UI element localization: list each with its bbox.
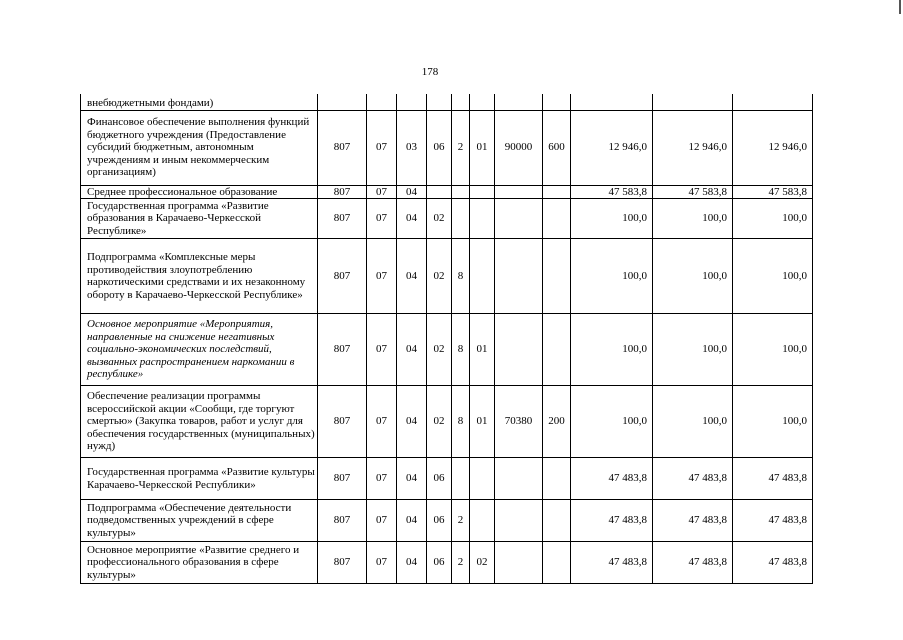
amount-year-3-cell: 47 483,8: [733, 500, 813, 542]
admin-code-cell: 807: [318, 500, 367, 542]
amount-year-1-cell: 47 483,8: [571, 542, 653, 584]
section-code-cell: 07: [367, 386, 397, 458]
section-code-cell: 07: [367, 239, 397, 314]
subprogram-code-cell: 2: [452, 542, 470, 584]
admin-code-cell: 807: [318, 386, 367, 458]
section-code-cell: 07: [367, 458, 397, 500]
measure-code-cell: [470, 94, 495, 110]
row-name-cell: внебюджетными фондами): [81, 94, 318, 110]
row-name-cell: Среднее профессиональное образование: [81, 185, 318, 199]
row-name-cell: Основное мероприятие «Мероприятия, направленные на снижение негативных социально-экономических последствий, вызванных распространением наркомании в республике»: [81, 314, 318, 386]
amount-year-1-cell: [571, 94, 653, 110]
amount-year-2-cell: 100,0: [653, 199, 733, 239]
budget-table-body: [81, 94, 813, 584]
subsection-code-cell: 04: [397, 458, 427, 500]
subsection-code-cell: 04: [397, 542, 427, 584]
amount-year-1-cell: 47 483,8: [571, 500, 653, 542]
subprogram-code-cell: 8: [452, 314, 470, 386]
subsection-code-cell: 04: [397, 199, 427, 239]
admin-code-cell: [318, 94, 367, 110]
measure-code-cell: [470, 500, 495, 542]
expense-type-code-cell: [543, 542, 571, 584]
section-code-cell: 07: [367, 500, 397, 542]
subsection-code-cell: 04: [397, 314, 427, 386]
amount-year-2-cell: [653, 94, 733, 110]
subsection-code-cell: 04: [397, 185, 427, 199]
admin-code-cell: 807: [318, 185, 367, 199]
program-code-cell: 06: [427, 110, 452, 185]
section-code-cell: [367, 94, 397, 110]
amount-year-3-cell: 47 483,8: [733, 542, 813, 584]
section-code-cell: 07: [367, 185, 397, 199]
expense-type-code-cell: [543, 199, 571, 239]
amount-year-1-cell: 47 583,8: [571, 185, 653, 199]
row-name-cell: Основное мероприятие «Развитие среднего и профессионального образования в сфере культуры»: [81, 542, 318, 584]
table-row: [81, 314, 813, 386]
expense-type-code-cell: [543, 500, 571, 542]
subprogram-code-cell: 2: [452, 110, 470, 185]
program-code-cell: 02: [427, 199, 452, 239]
direction-code-cell: [495, 314, 543, 386]
expense-type-code-cell: [543, 314, 571, 386]
expense-type-code-cell: [543, 239, 571, 314]
subprogram-code-cell: [452, 458, 470, 500]
direction-code-cell: [495, 542, 543, 584]
subsection-code-cell: 04: [397, 500, 427, 542]
amount-year-1-cell: 100,0: [571, 386, 653, 458]
measure-code-cell: [470, 199, 495, 239]
row-name-cell: Подпрограмма «Обеспечение деятельности подведомственных учреждений в сфере культуры»: [81, 500, 318, 542]
admin-code-cell: 807: [318, 110, 367, 185]
section-code-cell: 07: [367, 314, 397, 386]
section-code-cell: 07: [367, 110, 397, 185]
program-code-cell: 02: [427, 314, 452, 386]
program-code-cell: [427, 185, 452, 199]
measure-code-cell: [470, 239, 495, 314]
amount-year-3-cell: 100,0: [733, 386, 813, 458]
subprogram-code-cell: [452, 185, 470, 199]
table-row: [81, 185, 813, 199]
expense-type-code-cell: [543, 185, 571, 199]
amount-year-3-cell: 100,0: [733, 314, 813, 386]
direction-code-cell: 90000: [495, 110, 543, 185]
direction-code-cell: [495, 94, 543, 110]
program-code-cell: 02: [427, 386, 452, 458]
page-edge-mark: [899, 0, 901, 14]
program-code-cell: 06: [427, 458, 452, 500]
expense-type-code-cell: [543, 458, 571, 500]
table-row: [81, 542, 813, 584]
subprogram-code-cell: 8: [452, 239, 470, 314]
table-row: [81, 94, 813, 110]
expense-type-code-cell: 200: [543, 386, 571, 458]
subprogram-code-cell: [452, 199, 470, 239]
amount-year-1-cell: 12 946,0: [571, 110, 653, 185]
amount-year-2-cell: 100,0: [653, 386, 733, 458]
page-number: 178: [421, 66, 439, 78]
row-name-cell: Финансовое обеспечение выполнения функций бюджетного учреждения (Предоставление субсидий бюджетным, автономным учреждениям и иным некоммерческим организациям): [81, 110, 318, 185]
table-row: [81, 386, 813, 458]
admin-code-cell: 807: [318, 314, 367, 386]
program-code-cell: 06: [427, 500, 452, 542]
table-row: [81, 500, 813, 542]
table-row: [81, 458, 813, 500]
amount-year-3-cell: 12 946,0: [733, 110, 813, 185]
row-name-cell: Подпрограмма «Комплексные меры противодействия злоупотреблению наркотическими средствами и их незаконному обороту в Карачаево-Черкесской Республике»: [81, 239, 318, 314]
expense-type-code-cell: 600: [543, 110, 571, 185]
measure-code-cell: 01: [470, 314, 495, 386]
admin-code-cell: 807: [318, 239, 367, 314]
table-row: [81, 110, 813, 185]
table-row: [81, 199, 813, 239]
amount-year-3-cell: 100,0: [733, 239, 813, 314]
subprogram-code-cell: 8: [452, 386, 470, 458]
direction-code-cell: [495, 239, 543, 314]
measure-code-cell: 02: [470, 542, 495, 584]
direction-code-cell: [495, 199, 543, 239]
subsection-code-cell: 03: [397, 110, 427, 185]
admin-code-cell: 807: [318, 199, 367, 239]
direction-code-cell: [495, 185, 543, 199]
section-code-cell: 07: [367, 199, 397, 239]
direction-code-cell: [495, 458, 543, 500]
measure-code-cell: [470, 185, 495, 199]
amount-year-1-cell: 100,0: [571, 314, 653, 386]
amount-year-2-cell: 47 483,8: [653, 458, 733, 500]
budget-table: [80, 94, 813, 584]
measure-code-cell: 01: [470, 110, 495, 185]
amount-year-3-cell: 47 483,8: [733, 458, 813, 500]
subprogram-code-cell: 2: [452, 500, 470, 542]
table-row: [81, 239, 813, 314]
program-code-cell: [427, 94, 452, 110]
section-code-cell: 07: [367, 542, 397, 584]
amount-year-3-cell: 47 583,8: [733, 185, 813, 199]
row-name-cell: Государственная программа «Развитие культуры Карачаево-Черкесской Республики»: [81, 458, 318, 500]
direction-code-cell: [495, 500, 543, 542]
amount-year-3-cell: [733, 94, 813, 110]
amount-year-1-cell: 100,0: [571, 239, 653, 314]
expense-type-code-cell: [543, 94, 571, 110]
measure-code-cell: 01: [470, 386, 495, 458]
amount-year-3-cell: 100,0: [733, 199, 813, 239]
amount-year-1-cell: 47 483,8: [571, 458, 653, 500]
subsection-code-cell: 04: [397, 239, 427, 314]
amount-year-2-cell: 47 583,8: [653, 185, 733, 199]
row-name-cell: Обеспечение реализации программы всероссийской акции «Сообщи, где торгуют смертью» (Закупка товаров, работ и услуг для обеспечения государственных (муниципальных) нужд): [81, 386, 318, 458]
direction-code-cell: 70380: [495, 386, 543, 458]
amount-year-2-cell: 100,0: [653, 239, 733, 314]
subsection-code-cell: 04: [397, 386, 427, 458]
admin-code-cell: 807: [318, 458, 367, 500]
admin-code-cell: 807: [318, 542, 367, 584]
amount-year-2-cell: 47 483,8: [653, 500, 733, 542]
amount-year-2-cell: 100,0: [653, 314, 733, 386]
program-code-cell: 02: [427, 239, 452, 314]
amount-year-2-cell: 12 946,0: [653, 110, 733, 185]
amount-year-1-cell: 100,0: [571, 199, 653, 239]
measure-code-cell: [470, 458, 495, 500]
subprogram-code-cell: [452, 94, 470, 110]
amount-year-2-cell: 47 483,8: [653, 542, 733, 584]
row-name-cell: Государственная программа «Развитие образования в Карачаево-Черкесской Республике»: [81, 199, 318, 239]
program-code-cell: 06: [427, 542, 452, 584]
subsection-code-cell: [397, 94, 427, 110]
